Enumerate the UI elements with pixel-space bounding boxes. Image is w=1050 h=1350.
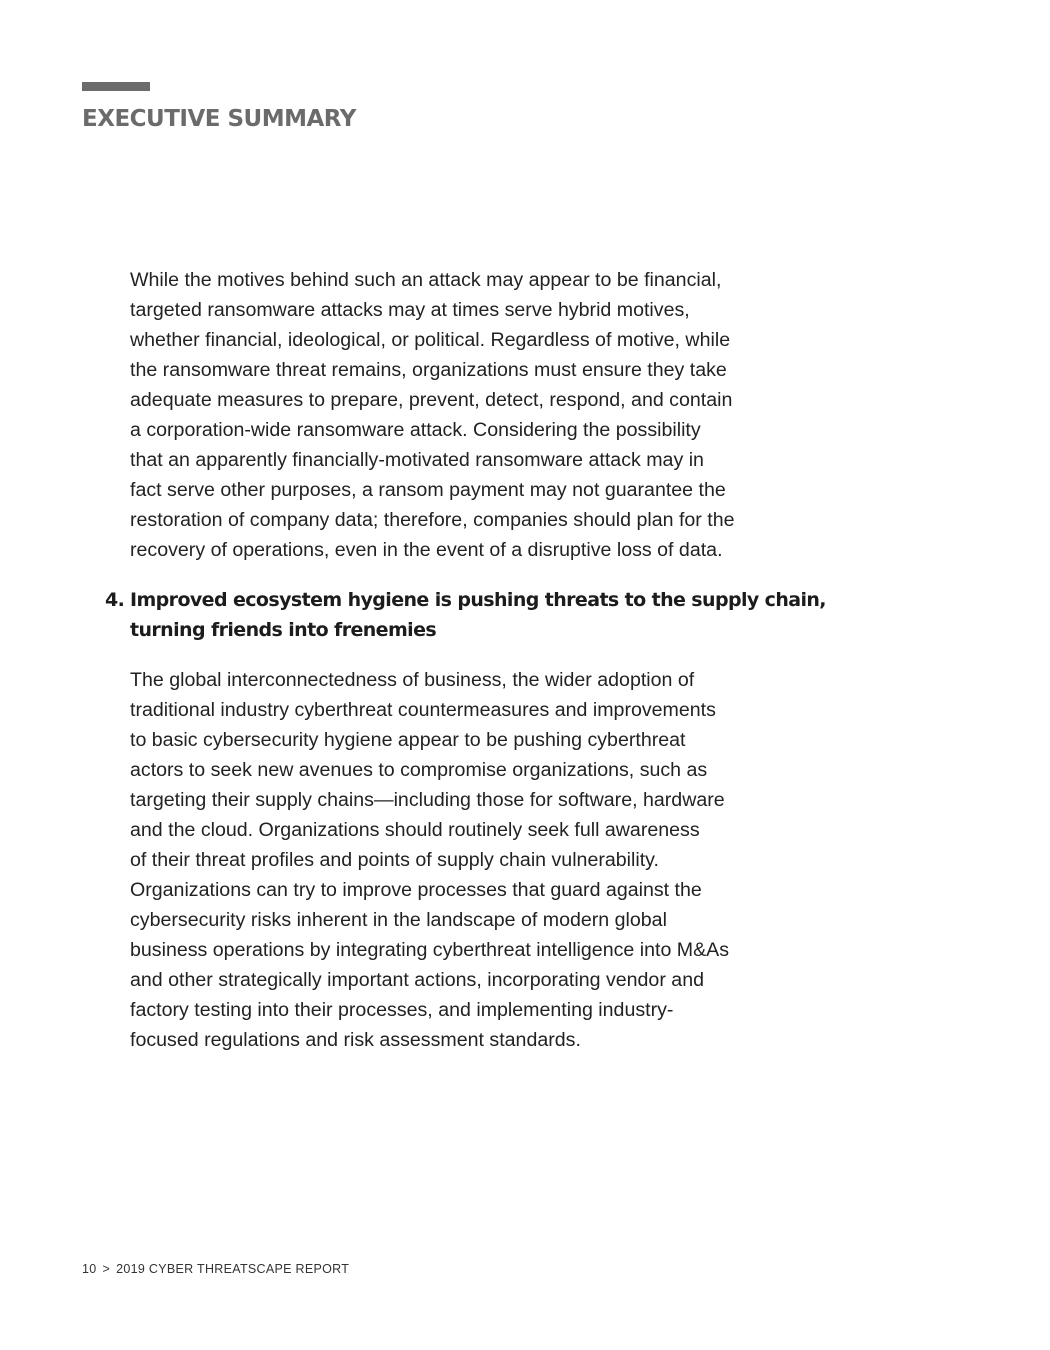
main-content bbox=[105, 265, 840, 1055]
paragraph-line: Organizations can try to improve processes that guard against the bbox=[130, 879, 702, 901]
paragraph-line: focused regulations and risk assessment standards. bbox=[130, 1029, 581, 1051]
paragraph-line: recovery of operations, even in the event of a disruptive loss of data. bbox=[130, 539, 723, 561]
paragraph-line: The global interconnectedness of business, the wider adoption of bbox=[130, 669, 695, 691]
section-title: EXECUTIVE SUMMARY bbox=[82, 106, 356, 132]
paragraph-line: targeted ransomware attacks may at times serve hybrid motives, bbox=[130, 299, 690, 321]
paragraph-line: cybersecurity risks inherent in the landscape of modern global bbox=[130, 909, 667, 931]
paragraph-line: and the cloud. Organizations should routinely seek full awareness bbox=[130, 819, 700, 841]
paragraph-line: restoration of company data; therefore, companies should plan for the bbox=[130, 509, 735, 531]
paragraph-line: business operations by integrating cyberthreat intelligence into M&As bbox=[130, 939, 730, 961]
paragraph-line: of their threat profiles and points of supply chain vulnerability. bbox=[130, 849, 659, 871]
item-number: 4. bbox=[105, 589, 125, 611]
footer-separator: > bbox=[102, 1262, 111, 1276]
item-body-paragraph bbox=[130, 665, 840, 1055]
paragraph-line: targeting their supply chains—including those for software, hardware bbox=[130, 789, 725, 811]
page-footer bbox=[82, 1262, 349, 1276]
paragraph-line: traditional industry cyberthreat countermeasures and improvements bbox=[130, 699, 716, 721]
item-heading bbox=[130, 585, 840, 645]
paragraph-line: to basic cybersecurity hygiene appear to be pushing cyberthreat bbox=[130, 729, 686, 751]
paragraph-line: adequate measures to prepare, prevent, detect, respond, and contain bbox=[130, 389, 733, 411]
heading-line: Improved ecosystem hygiene is pushing threats to the supply chain, bbox=[130, 589, 826, 611]
paragraph-line: actors to seek new avenues to compromise organizations, such as bbox=[130, 759, 708, 781]
paragraph-line: the ransomware threat remains, organizations must ensure they take bbox=[130, 359, 727, 381]
paragraph-line: fact serve other purposes, a ransom payment may not guarantee the bbox=[130, 479, 726, 501]
paragraph-line: that an apparently financially-motivated ransomware attack may in bbox=[130, 449, 704, 471]
intro-paragraph bbox=[130, 265, 840, 565]
paragraph-line: a corporation-wide ransomware attack. Considering the possibility bbox=[130, 419, 701, 441]
paragraph-line: whether financial, ideological, or political. Regardless of motive, while bbox=[130, 329, 731, 351]
paragraph-line: and other strategically important actions, incorporating vendor and bbox=[130, 969, 704, 991]
paragraph-line: While the motives behind such an attack may appear to be financial, bbox=[130, 269, 722, 291]
section-accent-bar bbox=[82, 82, 150, 91]
paragraph-line: factory testing into their processes, and implementing industry- bbox=[130, 999, 674, 1021]
report-title: 2019 CYBER THREATSCAPE REPORT bbox=[116, 1262, 350, 1276]
heading-line: turning friends into frenemies bbox=[130, 619, 437, 641]
numbered-item-4 bbox=[105, 585, 840, 1055]
page-number: 10 bbox=[82, 1262, 97, 1276]
